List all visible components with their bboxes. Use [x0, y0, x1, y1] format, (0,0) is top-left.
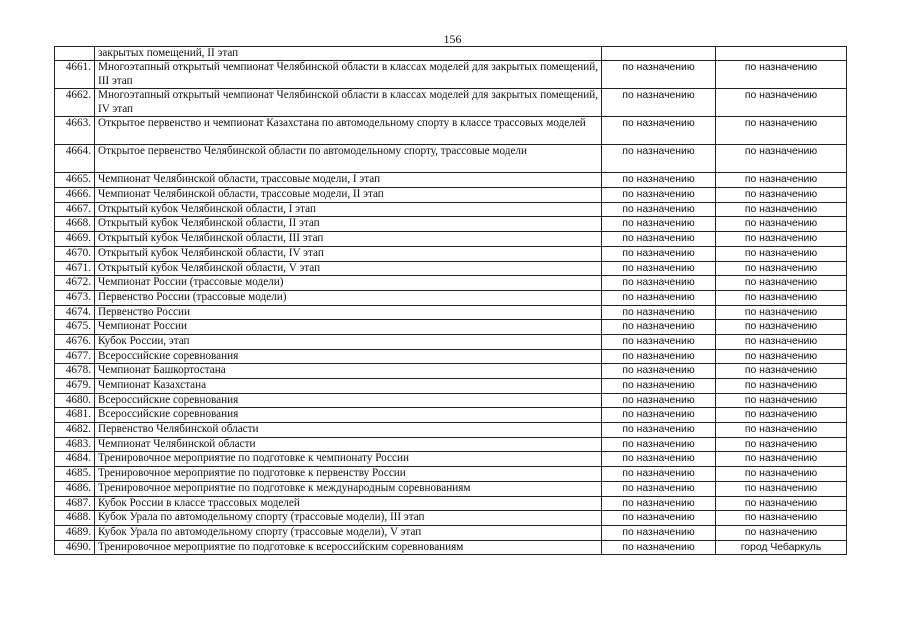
row-number-cell: 4670. [55, 246, 95, 261]
row-number-cell: 4684. [55, 452, 95, 467]
row-col4-cell: по назначению [716, 467, 847, 482]
row-col4-cell: по назначению [716, 496, 847, 511]
row-col4-cell: по назначению [716, 320, 847, 335]
row-number-cell: 4663. [55, 117, 95, 145]
row-description-cell: Чемпионат Челябинской области [95, 437, 602, 452]
row-col3-cell: по назначению [602, 540, 716, 555]
table-row [55, 393, 847, 408]
row-col3-cell: по назначению [602, 423, 716, 438]
row-col4-cell: по назначению [716, 452, 847, 467]
row-col3-cell: по назначению [602, 437, 716, 452]
row-number-cell: 4671. [55, 261, 95, 276]
row-description-cell: Тренировочное мероприятие по подготовке к всероссийским соревнованиям [95, 540, 602, 555]
row-col4-cell: по назначению [716, 61, 847, 89]
row-number-cell: 4690. [55, 540, 95, 555]
row-col4-cell: по назначению [716, 261, 847, 276]
row-number-cell: 4662. [55, 89, 95, 117]
page-number: 156 [443, 32, 462, 46]
row-col3-cell: по назначению [602, 232, 716, 247]
row-description-cell: Первенство Челябинской области [95, 423, 602, 438]
row-col3-cell: по назначению [602, 117, 716, 145]
row-col4-cell: по назначению [716, 217, 847, 232]
row-col4-cell: по назначению [716, 334, 847, 349]
table-row [55, 408, 847, 423]
row-description-cell: Открытый кубок Челябинской области, V этап [95, 261, 602, 276]
table-row [55, 334, 847, 349]
row-col3-cell: по назначению [602, 364, 716, 379]
table-row [55, 173, 847, 188]
row-col3-cell: по назначению [602, 202, 716, 217]
row-description-cell: Тренировочное мероприятие по подготовке к первенству России [95, 467, 602, 482]
table-row [55, 423, 847, 438]
row-description-cell: Открытый кубок Челябинской области, I этап [95, 202, 602, 217]
row-col3-cell: по назначению [602, 511, 716, 526]
events-table [54, 46, 847, 555]
row-description-cell: Тренировочное мероприятие по подготовке к чемпионату России [95, 452, 602, 467]
row-col3-cell: по назначению [602, 320, 716, 335]
row-col3-cell: по назначению [602, 145, 716, 173]
row-number-cell [55, 47, 95, 61]
row-description-cell: Открытое первенство и чемпионат Казахстана по автомодельному спорту в классе трассовых моделей [95, 117, 602, 145]
row-number-cell: 4678. [55, 364, 95, 379]
row-col3-cell: по назначению [602, 379, 716, 394]
table-row [55, 188, 847, 203]
table-row [55, 452, 847, 467]
row-number-cell: 4686. [55, 481, 95, 496]
row-col3-cell: по назначению [602, 217, 716, 232]
row-col3-cell: по назначению [602, 261, 716, 276]
table-row [55, 467, 847, 482]
row-col4-cell: по назначению [716, 145, 847, 173]
row-description-cell: Чемпионат России [95, 320, 602, 335]
table-row [55, 202, 847, 217]
row-number-cell: 4665. [55, 173, 95, 188]
table-row [55, 511, 847, 526]
row-description-cell: Всероссийские соревнования [95, 349, 602, 364]
row-description-cell: Многоэтапный открытый чемпионат Челябинской области в классах моделей для закрытых помещений, III этап [95, 61, 602, 89]
row-description-cell: Кубок Урала по автомодельному спорту (трассовые модели), V этап [95, 525, 602, 540]
row-col4-cell: по назначению [716, 408, 847, 423]
table-row [55, 305, 847, 320]
row-col3-cell: по назначению [602, 61, 716, 89]
row-number-cell: 4666. [55, 188, 95, 203]
row-description-cell: закрытых помещений, II этап [95, 47, 602, 61]
row-col4-cell: по назначению [716, 349, 847, 364]
table-row [55, 437, 847, 452]
table-row [55, 145, 847, 173]
table-row [55, 232, 847, 247]
row-number-cell: 4676. [55, 334, 95, 349]
row-col3-cell: по назначению [602, 246, 716, 261]
row-description-cell: Чемпионат Челябинской области, трассовые модели, II этап [95, 188, 602, 203]
row-col3-cell: по назначению [602, 290, 716, 305]
row-col3-cell: по назначению [602, 334, 716, 349]
row-number-cell: 4677. [55, 349, 95, 364]
row-col3-cell: по назначению [602, 408, 716, 423]
row-col4-cell: по назначению [716, 364, 847, 379]
row-description-cell: Всероссийские соревнования [95, 393, 602, 408]
row-description-cell: Кубок России, этап [95, 334, 602, 349]
row-col4-cell: по назначению [716, 117, 847, 145]
table-row [55, 276, 847, 291]
row-number-cell: 4669. [55, 232, 95, 247]
table-row [55, 246, 847, 261]
row-col3-cell: по назначению [602, 393, 716, 408]
row-col4-cell: по назначению [716, 379, 847, 394]
row-description-cell: Открытый кубок Челябинской области, IV этап [95, 246, 602, 261]
row-col4-cell: по назначению [716, 202, 847, 217]
row-number-cell: 4668. [55, 217, 95, 232]
row-col4-cell: по назначению [716, 246, 847, 261]
row-col4-cell: по назначению [716, 481, 847, 496]
row-col4-cell: по назначению [716, 276, 847, 291]
row-col3-cell [602, 47, 716, 61]
row-description-cell: Многоэтапный открытый чемпионат Челябинской области в классах моделей для закрытых помещений, IV этап [95, 89, 602, 117]
row-number-cell: 4689. [55, 525, 95, 540]
row-col4-cell: по назначению [716, 437, 847, 452]
row-col3-cell: по назначению [602, 467, 716, 482]
row-description-cell: Кубок России в классе трассовых моделей [95, 496, 602, 511]
row-description-cell: Чемпионат Казахстана [95, 379, 602, 394]
row-number-cell: 4667. [55, 202, 95, 217]
row-number-cell: 4681. [55, 408, 95, 423]
row-col4-cell: город Чебаркуль [716, 540, 847, 555]
table-row [55, 540, 847, 555]
row-col4-cell: по назначению [716, 232, 847, 247]
row-description-cell: Всероссийские соревнования [95, 408, 602, 423]
row-col4-cell: по назначению [716, 173, 847, 188]
table-row [55, 525, 847, 540]
row-number-cell: 4672. [55, 276, 95, 291]
row-description-cell: Тренировочное мероприятие по подготовке к международным соревнованиям [95, 481, 602, 496]
row-number-cell: 4679. [55, 379, 95, 394]
row-number-cell: 4675. [55, 320, 95, 335]
table-row [55, 117, 847, 145]
row-number-cell: 4688. [55, 511, 95, 526]
table-body [55, 47, 847, 555]
table-row [55, 349, 847, 364]
table-row [55, 320, 847, 335]
row-col3-cell: по назначению [602, 525, 716, 540]
row-description-cell: Чемпионат Челябинской области, трассовые модели, I этап [95, 173, 602, 188]
row-number-cell: 4661. [55, 61, 95, 89]
row-description-cell: Первенство России [95, 305, 602, 320]
table-row [55, 290, 847, 305]
row-col4-cell: по назначению [716, 89, 847, 117]
row-col3-cell: по назначению [602, 452, 716, 467]
row-col4-cell: по назначению [716, 188, 847, 203]
row-number-cell: 4680. [55, 393, 95, 408]
row-description-cell: Кубок Урала по автомодельному спорту (трассовые модели), III этап [95, 511, 602, 526]
table-row [55, 481, 847, 496]
row-number-cell: 4664. [55, 145, 95, 173]
table-row [55, 61, 847, 89]
row-col3-cell: по назначению [602, 276, 716, 291]
row-number-cell: 4685. [55, 467, 95, 482]
row-number-cell: 4674. [55, 305, 95, 320]
row-col4-cell: по назначению [716, 511, 847, 526]
row-col3-cell: по назначению [602, 305, 716, 320]
row-col4-cell [716, 47, 847, 61]
row-description-cell: Открытый кубок Челябинской области, III этап [95, 232, 602, 247]
row-description-cell: Открытый кубок Челябинской области, II этап [95, 217, 602, 232]
row-number-cell: 4673. [55, 290, 95, 305]
table-row [55, 261, 847, 276]
table-row [55, 379, 847, 394]
table-row [55, 496, 847, 511]
row-col3-cell: по назначению [602, 188, 716, 203]
row-col4-cell: по назначению [716, 423, 847, 438]
row-col3-cell: по назначению [602, 349, 716, 364]
row-description-cell: Первенство России (трассовые модели) [95, 290, 602, 305]
row-col4-cell: по назначению [716, 305, 847, 320]
row-number-cell: 4682. [55, 423, 95, 438]
row-col3-cell: по назначению [602, 481, 716, 496]
row-col3-cell: по назначению [602, 89, 716, 117]
table-row [55, 89, 847, 117]
row-description-cell: Открытое первенство Челябинской области по автомодельному спорту, трассовые модели [95, 145, 602, 173]
table-row [55, 364, 847, 379]
row-description-cell: Чемпионат России (трассовые модели) [95, 276, 602, 291]
row-col3-cell: по назначению [602, 173, 716, 188]
row-col4-cell: по назначению [716, 393, 847, 408]
row-col3-cell: по назначению [602, 496, 716, 511]
table-row-continuation [55, 47, 847, 61]
row-col4-cell: по назначению [716, 290, 847, 305]
row-number-cell: 4683. [55, 437, 95, 452]
row-number-cell: 4687. [55, 496, 95, 511]
row-col4-cell: по назначению [716, 525, 847, 540]
table-row [55, 217, 847, 232]
row-description-cell: Чемпионат Башкортостана [95, 364, 602, 379]
